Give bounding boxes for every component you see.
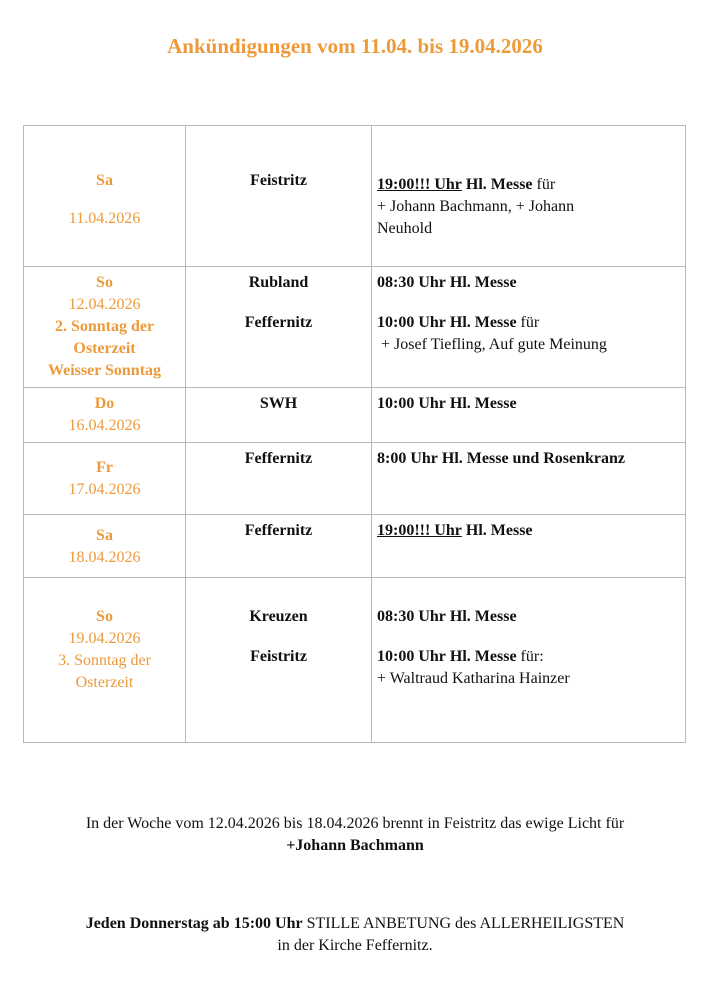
place-cell [186,126,372,267]
table-row [24,515,686,578]
day-description: Osterzeit [75,674,134,691]
place-cell [186,578,372,743]
event [377,606,681,628]
day-description: 3. Sonntag der [58,652,151,669]
event-cell [372,267,686,388]
event-time: 08:30 Uhr [377,608,446,625]
day-cell [24,515,186,578]
event [377,272,681,294]
event-label: Hl. Messe [449,648,517,665]
day-name: Sa [96,527,113,544]
event-label: Hl. Messe [449,608,517,625]
event-label: Hl. Messe und Rosenkranz [441,450,626,467]
day-date: 16.04.2026 [68,417,141,434]
event-label: Hl. Messe [465,176,533,193]
place-cell [186,515,372,578]
event-cell [372,578,686,743]
place-cell [186,388,372,443]
event-time: 08:30 Uhr [377,274,446,291]
day-cell [24,388,186,443]
place-name: Feffernitz [244,522,313,539]
place-cell [186,267,372,388]
event [377,646,681,668]
eternal-light-name: +Johann Bachmann [286,837,424,854]
table-row [24,578,686,743]
place-name: Kreuzen [249,608,308,625]
day-description: 2. Sonntag der [54,318,155,335]
schedule-table [23,125,686,743]
table-row [24,388,686,443]
day-description: Weisser Sonntag [47,362,162,379]
day-cell [24,578,186,743]
event-label: Hl. Messe [449,395,517,412]
day-date: 11.04.2026 [68,210,141,227]
adoration-text: STILLE ANBETUNG des ALLERHEILIGSTEN [302,915,625,932]
day-name: So [96,608,113,625]
day-name: Sa [96,172,113,189]
table-row [24,443,686,515]
adoration-time: Jeden Donnerstag ab 15:00 Uhr [85,915,303,932]
place-name: Feffernitz [244,314,313,331]
place-cell [186,443,372,515]
event-label: Hl. Messe [449,274,517,291]
event [377,174,681,196]
adoration-note [0,913,710,957]
day-date: 18.04.2026 [68,549,141,566]
place-name: Feffernitz [244,450,313,467]
event-cell [372,126,686,267]
event-time: 8:00 Uhr [377,450,438,467]
event [377,312,681,334]
day-cell [24,126,186,267]
day-description: Osterzeit [73,340,136,357]
event-suffix: für [532,176,556,193]
event-intention: + Johann Bachmann, + Johann [377,198,575,215]
day-date: 17.04.2026 [68,481,141,498]
event-time: 19:00!!! Uhr [377,522,462,539]
eternal-light-text: In der Woche vom 12.04.2026 bis 18.04.2026 brennt in Feistritz das ewige Licht für [85,815,625,832]
event [377,448,681,470]
event-time: 10:00 Uhr [377,395,446,412]
event-intention: Neuhold [377,220,433,237]
place-name: Feistritz [250,648,307,665]
day-name: So [96,274,113,291]
event-cell [372,388,686,443]
day-cell [24,443,186,515]
event-intention: + Josef Tiefling, Auf gute Meinung [381,336,607,353]
day-name: Fr [96,459,113,476]
event-label: Hl. Messe [449,314,517,331]
event-suffix: für: [516,648,544,665]
event-intention: + Waltraud Katharina Hainzer [377,670,570,687]
day-cell [24,267,186,388]
place-name: Feistritz [250,172,307,189]
page-title: Ankündigungen vom 11.04. bis 19.04.2026 [167,34,543,58]
eternal-light-note [0,813,710,857]
place-name: SWH [259,395,298,412]
event [377,520,681,542]
day-name: Do [94,395,115,412]
table-row [24,126,686,267]
event-label: Hl. Messe [465,522,533,539]
event-time: 10:00 Uhr [377,314,446,331]
event-cell [372,515,686,578]
table-row [24,267,686,388]
event-suffix: für [516,314,540,331]
day-date: 19.04.2026 [68,630,141,647]
event-cell [372,443,686,515]
event-time: 10:00 Uhr [377,648,446,665]
event-time: 19:00!!! Uhr [377,176,462,193]
place-name: Rubland [248,274,309,291]
day-date: 12.04.2026 [68,296,141,313]
event [377,393,681,415]
adoration-location: in der Kirche Feffernitz. [277,937,433,954]
